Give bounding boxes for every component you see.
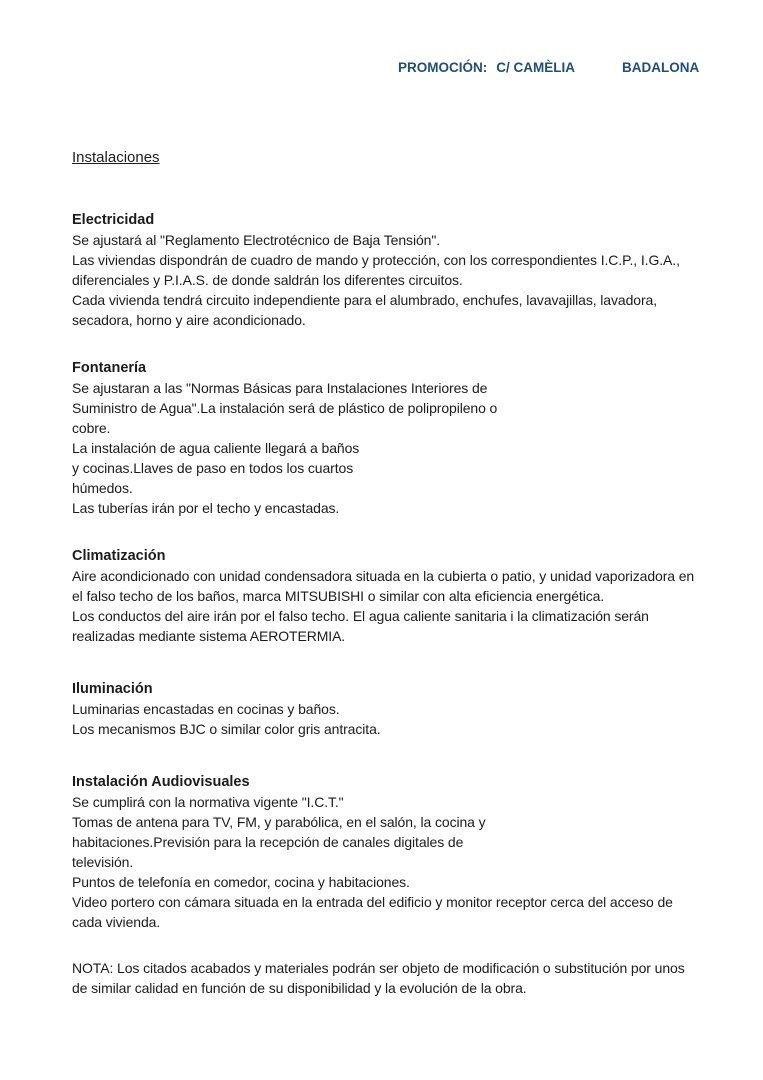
note-block	[72, 958, 732, 998]
note-line: de similar calidad en función de su disponibilidad y la evolución de la obra.	[72, 980, 527, 996]
paragraph-line: Se cumplirá con la normativa vigente "I.C.T."	[72, 794, 344, 810]
paragraph-line: Se ajustará al "Reglamento Electrotécnico de Baja Tensión".	[72, 232, 440, 248]
paragraph-line: cobre.	[72, 420, 111, 436]
paragraph-line: Puntos de telefonía en comedor, cocina y habitaciones.	[72, 874, 410, 890]
promotion-label: PROMOCIÓN:	[398, 60, 488, 75]
document-header	[383, 45, 699, 90]
paragraph-line: La instalación de agua caliente llegará a baños	[72, 440, 360, 456]
section-title: Fontanería	[72, 360, 147, 376]
paragraph-line: Los conductos del aire irán por el falso techo. El agua caliente sanitaria i la climatización serán	[72, 608, 649, 624]
paragraph-line: Video portero con cámara situada en la entrada del edificio y monitor receptor cerca del acceso de	[72, 894, 673, 910]
paragraph-line: Aire acondicionado con unidad condensadora situada en la cubierta o patio, y unidad vaporizadora en	[72, 568, 695, 584]
paragraph-line: el falso techo de los baños, marca MITSUBISHI o similar con alta eficiencia energética.	[72, 588, 605, 604]
paragraph-line: Se ajustaran a las "Normas Básicas para Instalaciones Interiores de	[72, 380, 488, 396]
paragraph-line: Suministro de Agua".La instalación será de plástico de polipropileno o	[72, 400, 498, 416]
paragraph-line: Luminarias encastadas en cocinas y baños.	[72, 701, 340, 717]
paragraph-line: habitaciones.Previsión para la recepción de canales digitales de	[72, 834, 464, 850]
paragraph-line: diferenciales y P.I.A.S. de donde saldrán los diferentes circuitos.	[72, 272, 463, 288]
paragraph-line: húmedos.	[72, 480, 133, 496]
section-climatizacion	[72, 546, 732, 646]
paragraph-line: cada vivienda.	[72, 914, 161, 930]
paragraph-line: realizadas mediante sistema AEROTERMIA.	[72, 628, 346, 644]
paragraph-line: y cocinas.Llaves de paso en todos los cuartos	[72, 460, 354, 476]
section-title: Instalación Audiovisuales	[72, 774, 250, 790]
paragraph-line: Los mecanismos BJC o similar color gris antracita.	[72, 721, 381, 737]
paragraph-line: Tomas de antena para TV, FM, y parabólica, en el salón, la cocina y	[72, 814, 486, 830]
section-title: Climatización	[72, 548, 166, 564]
promotion-value: C/ CAMÈLIA	[496, 60, 576, 75]
paragraph-line: Las tuberías irán por el techo y encastadas.	[72, 500, 340, 516]
paragraph-line: Cada vivienda tendrá circuito independiente para el alumbrado, enchufes, lavavajillas, lavadora,	[72, 292, 657, 308]
note-line: NOTA: Los citados acabados y materiales podrán ser objeto de modificación o substitución por unos	[72, 960, 685, 976]
paragraph-line: televisión.	[72, 854, 134, 870]
page-title: Instalaciones	[72, 149, 160, 166]
section-title: Iluminación	[72, 681, 153, 697]
section-fontaneria	[72, 358, 732, 518]
city-label: BADALONA	[622, 60, 700, 75]
section-iluminacion	[72, 679, 732, 739]
paragraph-line: secadora, horno y aire acondicionado.	[72, 312, 306, 328]
paragraph-line: Las viviendas dispondrán de cuadro de mando y protección, con los correspondientes I.C.P., I.G.A.,	[72, 252, 680, 268]
section-audiovisuales	[72, 772, 732, 932]
section-electricidad	[72, 210, 732, 330]
section-title: Electricidad	[72, 212, 155, 228]
